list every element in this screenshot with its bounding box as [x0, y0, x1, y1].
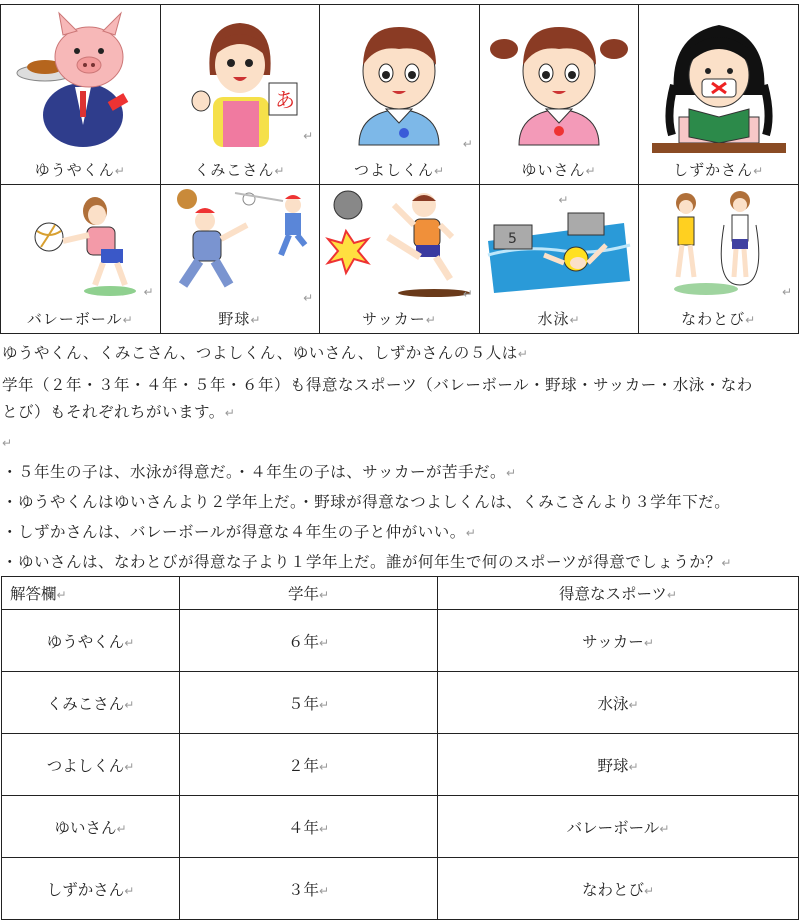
- clue-4: ・ゆいさんは、なわとびが得意な子より１学年上だ。誰が何年生で何のスポーツが得意でしょうか？↵: [2, 553, 732, 571]
- answer-grade: ５年↵: [180, 672, 438, 734]
- soccer-icon: [324, 185, 474, 303]
- character-cell-yui: [479, 5, 639, 185]
- answer-sport: サッカー↵: [438, 610, 799, 672]
- character-cell-yuya: [1, 5, 161, 185]
- return-mark: ↵: [425, 313, 437, 327]
- intro-line-1: ゆうやくん、くみこさん、つよしくん、ゆいさん、しずかさんの５人は↵: [2, 344, 529, 362]
- svg-text:5: 5: [508, 231, 517, 247]
- sport-cell-baseball: [160, 185, 320, 334]
- return-mark: ↵: [585, 164, 597, 178]
- table-row: [2, 672, 799, 734]
- clue-1: ・５年生の子は、水泳が得意だ。・４年生の子は、サッカーが苦手だ。↵: [2, 463, 517, 481]
- girl-reading-icon: [644, 5, 794, 155]
- intro-line-2: 学年（２年・３年・４年・５年・６年）も得意なスポーツ（バレーボール・野球・サッカー・水泳・なわ: [2, 376, 753, 394]
- return-mark: ↵: [781, 285, 792, 299]
- sport-cell-volleyball: [1, 185, 161, 334]
- return-mark: ↵: [558, 193, 569, 207]
- jump-rope-icon: [644, 185, 794, 303]
- answer-name: つよしくん↵: [2, 734, 180, 796]
- return-mark: ↵: [462, 137, 473, 151]
- table-row: [2, 796, 799, 858]
- boy-face-icon: [324, 5, 474, 155]
- return-mark: ↵: [274, 164, 286, 178]
- answer-sport: なわとび↵: [438, 858, 799, 920]
- pig-in-suit-icon: [5, 5, 155, 155]
- blank-line: ↵: [2, 436, 13, 450]
- clue-2: ・ゆうやくんはゆいさんより２学年上だ。・野球が得意なつよしくんは、くみこさんより３学年下だ。: [2, 493, 731, 511]
- answer-sport: 水泳↵: [438, 672, 799, 734]
- return-mark: ↵: [143, 285, 154, 299]
- answer-table: [1, 576, 799, 920]
- table-row: [2, 858, 799, 920]
- clue-3: ・しずかさんは、バレーボールが得意な４年生の子と仲がいい。↵: [2, 523, 477, 541]
- picture-grid: [0, 4, 799, 334]
- answer-header-row: [2, 577, 799, 610]
- table-row: [2, 734, 799, 796]
- answer-header-sport: 得意なスポーツ↵: [438, 577, 799, 610]
- answer-grade: ２年↵: [180, 734, 438, 796]
- return-mark: ↵: [753, 164, 765, 178]
- table-row: [2, 610, 799, 672]
- character-name: しずかさん: [673, 161, 754, 179]
- sport-name: サッカー: [362, 310, 426, 328]
- answer-grade: ６年↵: [180, 610, 438, 672]
- answer-name: ゆいさん↵: [2, 796, 180, 858]
- return-mark: ↵: [250, 313, 262, 327]
- sport-cell-jump-rope: [639, 185, 799, 334]
- answer-sport: 野球↵: [438, 734, 799, 796]
- answer-name: ゆうやくん↵: [2, 610, 180, 672]
- answer-header-grade: 学年↵: [180, 577, 438, 610]
- volleyball-icon: [5, 185, 155, 303]
- sport-name: なわとび: [681, 310, 746, 328]
- character-cell-tsuyoshi: [320, 5, 480, 185]
- answer-sport: バレーボール↵: [438, 796, 799, 858]
- answer-name: しずかさん↵: [2, 858, 180, 920]
- return-mark: ↵: [569, 313, 581, 327]
- intro-line-3: とび）もそれぞれちがいます。↵: [2, 403, 236, 421]
- sport-cell-swimming: [479, 185, 639, 334]
- character-name: つよしくん: [353, 161, 434, 179]
- return-mark: ↵: [745, 313, 757, 327]
- answer-grade: ４年↵: [180, 796, 438, 858]
- return-mark: ↵: [122, 313, 134, 327]
- answer-name: くみこさん↵: [2, 672, 180, 734]
- return-mark: ↵: [303, 129, 314, 143]
- sport-cell-soccer: [320, 185, 480, 334]
- character-name: ゆうやくん: [34, 161, 115, 179]
- sport-name: バレーボール: [26, 310, 123, 328]
- sport-name: 野球: [218, 310, 251, 328]
- character-cell-kumiko: [160, 5, 320, 185]
- answer-grade: ３年↵: [180, 858, 438, 920]
- return-mark: ↵: [462, 287, 473, 301]
- return-mark: ↵: [303, 291, 314, 305]
- return-mark: ↵: [433, 164, 446, 178]
- character-name: ゆいさん: [521, 161, 586, 179]
- girl-apron-icon: [165, 5, 315, 155]
- character-name: くみこさん: [194, 161, 275, 179]
- svg-text:あ: あ: [274, 88, 295, 112]
- girl-pigtails-icon: [484, 5, 634, 155]
- character-cell-shizuka: [639, 5, 799, 185]
- answer-header-name: 解答欄↵: [2, 577, 180, 610]
- baseball-icon: [165, 185, 315, 303]
- return-mark: ↵: [114, 164, 126, 178]
- sport-name: 水泳: [537, 310, 570, 328]
